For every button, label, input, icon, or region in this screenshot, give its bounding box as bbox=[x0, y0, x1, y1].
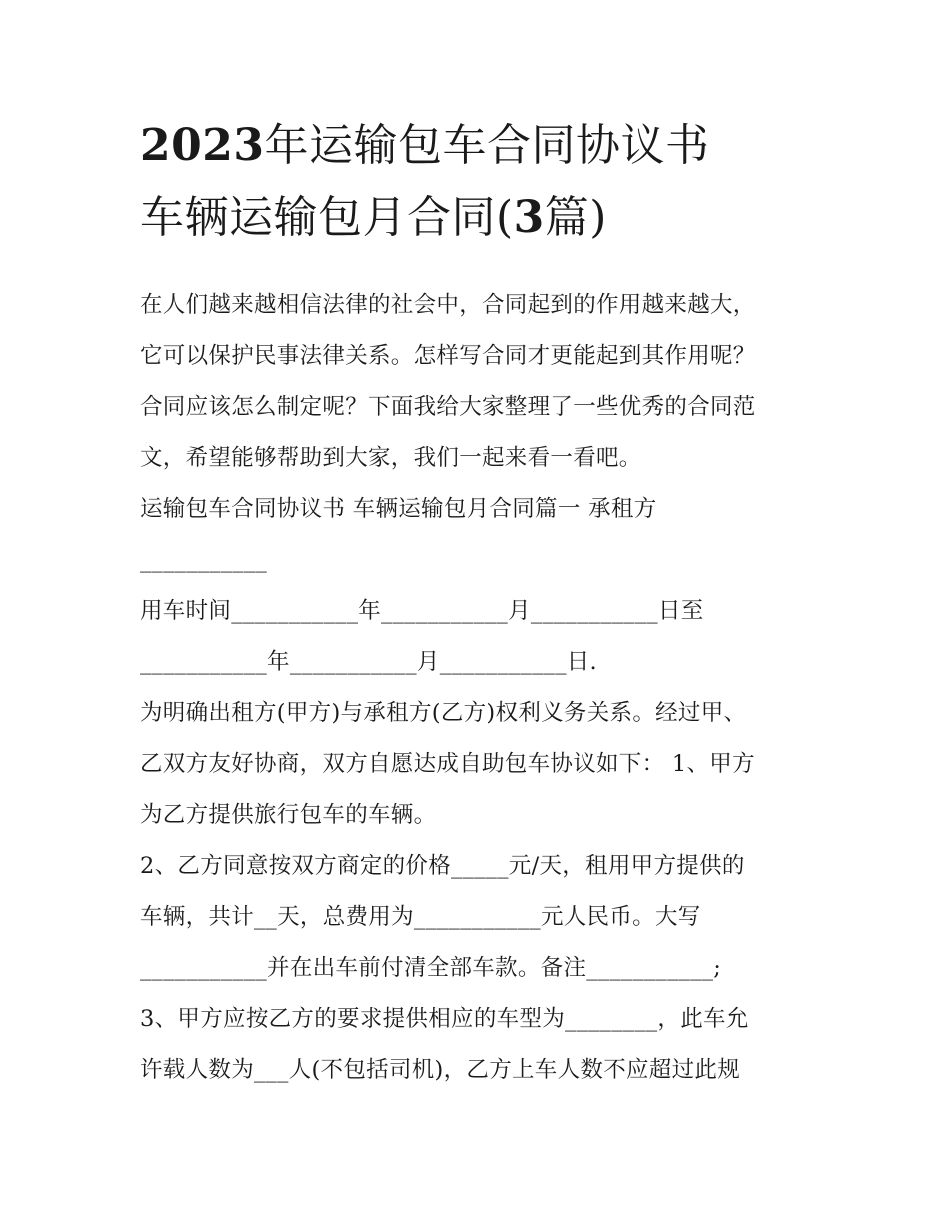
body-line: 它可以保护民事法律关系。怎样写合同才更能起到其作用呢？ bbox=[140, 343, 756, 369]
title-line-1-text: 年运输包车合同协议书 bbox=[264, 120, 710, 171]
body-line: ___________并在出车前付清全部车款。备注___________; bbox=[140, 955, 722, 981]
body-line: ___________年___________月___________日. bbox=[140, 649, 598, 675]
title-count: 3 bbox=[513, 192, 545, 243]
body-line: 为乙方提供旅行包车的车辆。 bbox=[140, 802, 437, 828]
body-line: 文，希望能够帮助到大家，我们一起来看一看吧。 bbox=[140, 445, 642, 471]
body-line: ___________ bbox=[140, 547, 268, 573]
document-title-line-1 bbox=[140, 120, 710, 171]
body-line: 2、乙方同意按双方商定的价格_____元/天，租用甲方提供的 bbox=[140, 853, 745, 879]
body-line: 3、甲方应按乙方的要求提供相应的车型为________，此车允 bbox=[140, 1006, 749, 1032]
body-line: 车辆，共计__天，总费用为___________元人民币。大写 bbox=[140, 904, 701, 930]
title-line-2-text-c: 篇) bbox=[544, 192, 607, 243]
body-line: 运输包车合同协议书 车辆运输包月合同篇一 承租方 bbox=[140, 496, 657, 522]
body-line: 合同应该怎么制定呢？下面我给大家整理了一些优秀的合同范 bbox=[140, 394, 756, 420]
body-line: 乙双方友好协商，双方自愿达成自助包车协议如下： 1、甲方 bbox=[140, 751, 755, 777]
title-line-2-text-a: 车辆运输包月合同( bbox=[140, 192, 514, 243]
body-line: 用车时间___________年___________月___________日至 bbox=[140, 598, 704, 624]
document-body bbox=[140, 280, 830, 1096]
body-line: 为明确出租方(甲方)与承租方(乙方)权利义务关系。经过甲、 bbox=[140, 700, 747, 726]
title-year: 2023 bbox=[140, 120, 265, 171]
body-line: 在人们越来越相信法律的社会中，合同起到的作用越来越大， bbox=[140, 292, 756, 318]
body-line: 许载人数为___人(不包括司机)，乙方上车人数不应超过此规 bbox=[140, 1057, 741, 1083]
document-title-line-2 bbox=[140, 192, 607, 243]
